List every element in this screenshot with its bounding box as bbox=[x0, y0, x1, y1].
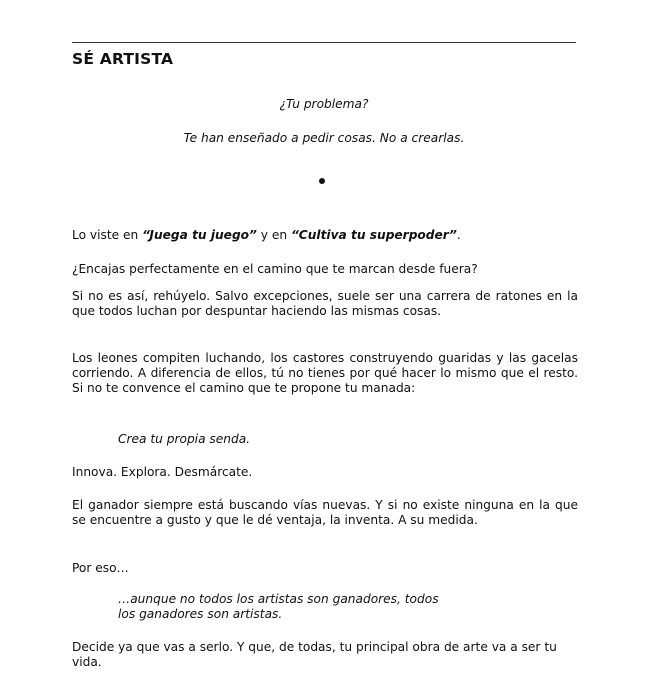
paragraph-3: Si no es así, rehúyelo. Salvo excepciones, suele ser una carrera de ratones en la que todos luchan por despuntar haciendo las mismas cosas. bbox=[72, 289, 578, 318]
reference-juega-tu-juego: “Juega tu juego” bbox=[142, 228, 257, 242]
paragraph-8: Decide ya que vas a serlo. Y que, de todas, tu principal obra de arte va a ser tu vida. bbox=[72, 640, 557, 669]
paragraph-1 bbox=[72, 228, 578, 243]
paragraph-1-pre: Lo viste en bbox=[72, 228, 143, 242]
paragraph-2: ¿Encajas perfectamente en el camino que te marcan desde fuera? bbox=[72, 262, 478, 276]
lead-question: ¿Tu problema? bbox=[279, 97, 369, 111]
paragraph-1-mid: y en bbox=[256, 228, 291, 242]
lead-answer: Te han enseñado a pedir cosas. No a crearlas. bbox=[183, 131, 465, 145]
quote-line-2: los ganadores son artistas. bbox=[118, 607, 283, 621]
quote-line-1: …aunque no todos los artistas son ganadores, todos bbox=[118, 592, 439, 606]
quote-crea-tu-propia-senda: Crea tu propia senda. bbox=[118, 432, 251, 446]
paragraph-4: Los leones compiten luchando, los castores construyendo guaridas y las gacelas corriendo. A diferencia de ellos, tú no tienes por qué hacer lo mismo que el resto. Si no te convence el camino que te propone tu manada: bbox=[72, 351, 578, 395]
reference-cultiva-tu-superpoder: “Cultiva tu superpoder” bbox=[290, 228, 457, 242]
paragraph-5: Innova. Explora. Desmárcate. bbox=[72, 465, 253, 479]
paragraph-6: El ganador siempre está buscando vías nuevas. Y si no existe ninguna en la que se encuentre a gusto y que le dé ventaja, la inventa. A su medida. bbox=[72, 498, 578, 527]
paragraph-7: Por eso… bbox=[72, 561, 129, 575]
section-title: SÉ ARTISTA bbox=[72, 50, 174, 68]
paragraph-1-post: . bbox=[456, 228, 461, 242]
top-rule bbox=[72, 42, 576, 43]
bullet-ornament bbox=[319, 178, 325, 184]
